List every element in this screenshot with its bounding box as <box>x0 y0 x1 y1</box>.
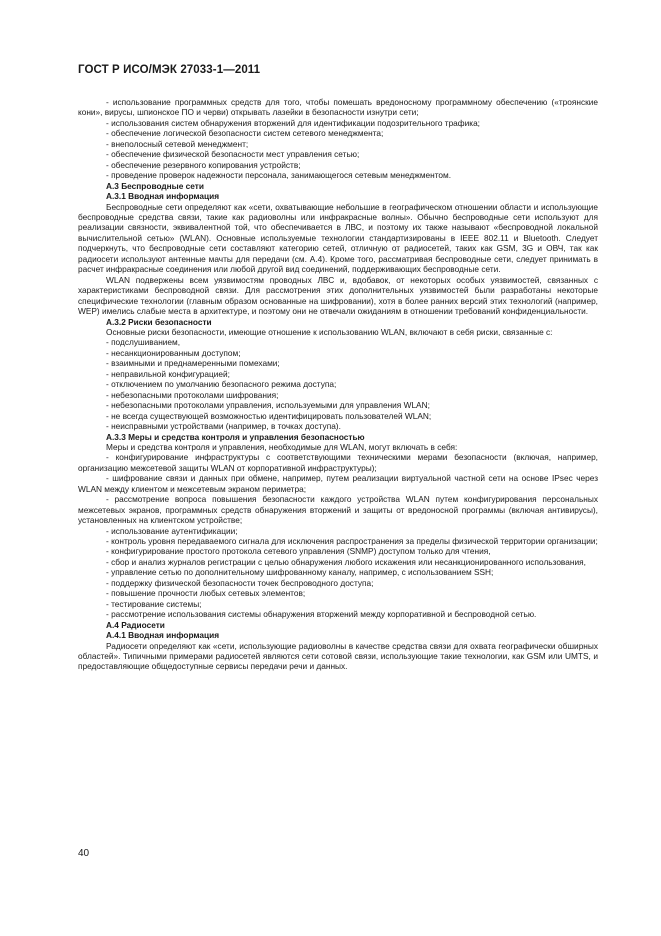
paragraph: - контроль уровня передаваемого сигнала для исключения распространения за пределы физической территории организации; <box>106 536 598 547</box>
paragraph: - отключением по умолчанию безопасного режима доступа; <box>106 379 337 390</box>
paragraph: Основные риски безопасности, имеющие отношение к использованию WLAN, включают в себя риски, связанные с: <box>106 326 553 337</box>
paragraph: - рассмотрение вопроса повышения безопасности каждого устройства WLAN путем конфигурирования персональных межсетевых экранов, программных средств обнаружения вторжений и защиты от вредоносной программы (включая антивирусы), установленных на клиентском устройстве; <box>78 494 598 526</box>
paragraph: - обеспечение резервного копирования устройств; <box>106 159 301 170</box>
paragraph: - повышение прочности любых сетевых элементов; <box>106 588 306 599</box>
paragraph: - конфигурирование инфраструктуры с соответствующими техническими мерами безопасности (включая, например, организацию межсетевой защиты WLAN от корпоративной инфраструктуры); <box>78 452 598 473</box>
section-heading: А.3 Беспроводные сети <box>106 180 204 191</box>
page-number: 40 <box>78 848 90 859</box>
paragraph: - использование аутентификации; <box>106 525 238 536</box>
section-heading: А.3.2 Риски безопасности <box>106 316 212 327</box>
paragraph: - внеполосный сетевой менеджмент; <box>106 138 249 149</box>
paragraph: - шифрование связи и данных при обмене, например, путем реализации виртуальной частной сети на основе IPsec через WLAN между клиентом и межсетевым экраном периметра; <box>78 473 598 494</box>
paragraph: - поддержку физической безопасности точек беспроводного доступа; <box>106 577 374 588</box>
paragraph: - конфигурирование простого протокола сетевого управления (SNMP) доступом только для чтения, <box>106 546 491 557</box>
paragraph: - обеспечение физической безопасности мест управления сетью; <box>106 149 360 160</box>
section-heading: А.3.1 Вводная информация <box>106 191 220 202</box>
paragraph: Радиосети определяют как «сети, использующие радиоволны в качестве средства связи для охвата географически обширных областей». Типичными примерами радиосетей являются сети сотовой связи, использующие такие технологии, как GSM или UMTS, и предоставляющие общедоступные сервисы передачи речи и данных. <box>78 640 598 672</box>
paragraph: - неправильной конфигурацией; <box>106 368 230 379</box>
page-header-title: ГОСТ Р ИСО/МЭК 27033-1—2011 <box>78 64 261 76</box>
paragraph: - подслушиванием, <box>106 337 181 348</box>
paragraph: - рассмотрение использования системы обнаружения вторжений между корпоративной и беспроводной сетью. <box>106 609 537 620</box>
paragraph: - использование программных средств для того, чтобы помешать вредоносному программному обеспечению («троянские кони», вирусы, шпионское ПО и черви) открывать лазейки в безопасности изнутри сети; <box>78 97 598 118</box>
paragraph: - не всегда существующей возможностью идентифицировать пользователей WLAN; <box>106 410 432 421</box>
paragraph: Беспроводные сети определяют как «сети, охватывающие небольшие в географическом отношении области и использующие беспроводные средства связи, такие как радиоволны или инфракрасные волны». Обычно беспроводные сети используют для реализации связности, эквивалентной той, что обеспечивается в ЛВС, и поэтому их также называют «беспроводной локальной вычислительной сетью» (WLAN). Основные используемые технологии стандартизированы в IEEE 802.11 и Bluetooth. Следует подчеркнуть, что беспроводные сети составляют категорию сетей, отличную от радиосетей, таких как GSM, 3G и ОВЧ, так как радиосети используют антенные мачты для передачи (см. А.4). Кроме того, рассматривая беспроводные сети, следует принимать в расчет инфракрасные соединения или любой другой вид соединений, поддерживающих беспроводные сети. <box>78 201 598 275</box>
paragraph: - проведение проверок надежности персонала, занимающегося сетевым менеджментом. <box>106 170 452 181</box>
paragraph: Меры и средства контроля и управления, необходимые для WLAN, могут включать в себя: <box>106 441 458 452</box>
paragraph: - несанкционированным доступом; <box>106 347 241 358</box>
section-heading: А.3.3 Меры и средства контроля и управления безопасностью <box>106 431 365 442</box>
paragraph: - неисправными устройствами (например, в точках доступа). <box>106 421 341 432</box>
paragraph: - небезопасными протоколами шифрования; <box>106 389 279 400</box>
paragraph: - небезопасными протоколами управления, используемыми для управления WLAN; <box>106 400 430 411</box>
section-heading: А.4 Радиосети <box>106 619 165 630</box>
paragraph: - управление сетью по дополнительному шифрованному каналу, например, с использованием SSH; <box>106 567 494 578</box>
paragraph: - использования систем обнаружения вторжений для идентификации подозрительного трафика; <box>106 117 480 128</box>
paragraph: - сбор и анализ журналов регистрации с целью обнаружения любого искажения или несанкционированного использования, <box>106 556 586 567</box>
paragraph: - обеспечение логической безопасности систем сетевого менеджмента; <box>106 128 384 139</box>
paragraph: - тестирование системы; <box>106 598 202 609</box>
section-heading: А.4.1 Вводная информация <box>106 630 220 641</box>
document-body <box>78 97 598 672</box>
paragraph: WLAN подвержены всем уязвимостям проводных ЛВС и, вдобавок, от некоторых особых уязвимостей, связанных с характеристиками беспроводной связи. Для рассмотрения этих дополнительных уязвимостей были разработаны некоторые специфические технологии (главным образом основанные на шифровании), хотя в более ранних версий этих технологий (например, WEP) имелись слабые места в архитектуре, и поэтому они не отвечали ожиданиям в отношении требований конфиденциальности. <box>78 274 598 317</box>
paragraph: - взаимными и преднамеренными помехами; <box>106 358 280 369</box>
